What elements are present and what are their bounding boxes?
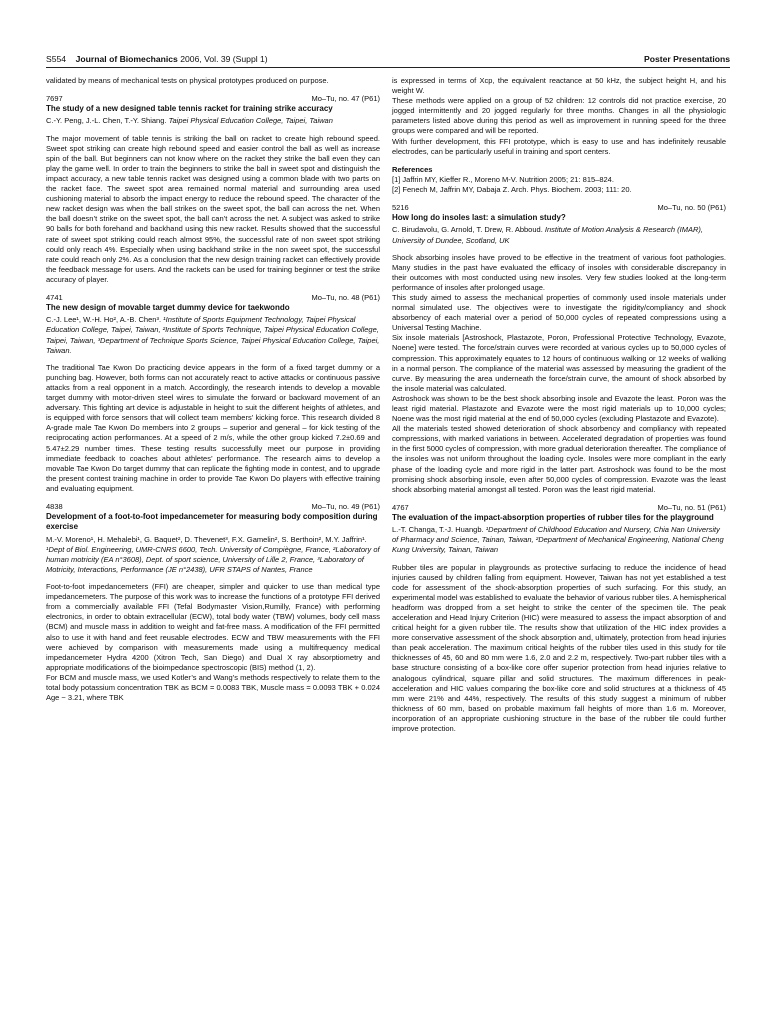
abstract-title: The new design of movable target dummy device for taekwondo (46, 303, 290, 313)
author-affiliation: ¹Dept of Biol. Engineering, UMR-CNRS 6600, Tech. University of Compiègne, France, ²Laboratory of human motricity (EA n°3608), Dept. of sport science, University of Lille 2, France, ³Laboratory of Motricity, Interactions, Performance (JE n°2438), UFR STAPS of Nantes, France (46, 544, 380, 574)
reference-item: [2] Fenech M, Jaffrin MY, Dabaja Z. Arch. Phys. Biochem. 2003; 111: 20. (392, 184, 632, 194)
abstract-body: The major movement of table tennis is striking the ball on racket to create high rebound speed. Sweet spot striking can create high rebound speed and easier control the ball as well as increase spin of the ball. But beginners can not know where on the racket they strike the ball even they can play the game well. In order to train the beginners to strike the ball in sweet spot and distinguish the impact accuracy, a new table tennis racket was designed using a common blade with two parts on the racket face. The sweet spot area remained normal material and surrounding area used cushioning material to absorb the impact energy to reduce the rebound speed. The character of the new racket design was when the ball strikes on the sweet spot, the ball can across the net. When the ball doesn’t strike on the sweet spot, the ball can’t across the net. A subject was asked to strike 90 balls for both forehand and backhand using this new racket. Results showed that the successful rate of sweet spot striking could reach almost 95%, the successful rate of non sweet spot striking could only reach 4%. Especially when using backhand strike in the non sweet spot, the successful rate could reach only 2%. As a conclusion that the new design training racket can effectively provide the feedback message for users. And the rackets can be used for training beginner or test the strike accuracy of player. (46, 133, 380, 284)
author-names: C.-Y. Peng, J.-L. Chen, T.-Y. Shiang. (46, 116, 167, 126)
author-affiliation: Institute of Motion Analysis & Research (IMAR), University of Dundee, Scotland, UK (392, 225, 703, 245)
abstract-7697 (46, 94, 380, 285)
journal-volume: 2006, Vol. 39 (Suppl 1) (180, 54, 268, 64)
abstract-4838 (46, 502, 380, 703)
author-affiliation: ¹Department of Childhood Education and Nursery, Chia Nan University of Pharmacy and Science, Tainan, Taiwan, ²Department of Mechanical Engineering, National Cheng Kung University, Tainan, Taiwan (392, 525, 724, 555)
abstract-number-row (46, 502, 380, 512)
abstract-number-row (46, 94, 380, 104)
abstract-authors (392, 525, 726, 555)
abstract-authors (46, 535, 380, 575)
reference-item: [1] Jaffrin MY, Kieffer R., Moreno M-V. Nutrition 2005; 21: 815–824. (392, 174, 614, 184)
continued-text-2: These methods were applied on a group of 52 children: 12 controls did not practice exercise, 20 jogged intermittently and 20 jogged regularly for three months. Changes in all the physiologic parameters listed above during this period as well as improvement in running speed for the three groups were compared and will be reported. (392, 96, 726, 136)
abstract-session: Mo–Tu, no. 49 (P61) (311, 501, 380, 511)
abstract-paragraph: Six insole materials [Astroshock, Plastazote, Poron, Professional Protective Technology, Evazote, Noene] were tested. The force/strain curves were recorded at various cycles up to 50,000 cycles of compression. This approximately equates to 12 hours of continuous walking or 12 weeks of walking in a normal person. The compliance of the material was assessed by measuring the gradient of the curve. By measuring the area underneath the force/strain curve, the amount of shock absorbed by the insole material was calculated. (392, 333, 726, 393)
author-affiliation: Taipei Physical Education College, Taipei, Taiwan (168, 116, 333, 126)
carryover-text: validated by means of mechanical tests on physical prototypes produced on purpose. (46, 76, 329, 85)
abstract-id: 7697 (46, 94, 63, 104)
abstract-paragraph: Shock absorbing insoles have proved to be effective in the treatment of various foot pathologies. Many studies in the past have evaluated the efficacy of insoles with considerable discrepancy in their outcomes with most conducted using new insoles. Very few studies looked at the long-term performance of insoles after prolonged usage. (392, 252, 726, 292)
right-column (392, 76, 726, 734)
abstract-session: Mo–Tu, no. 51 (P61) (657, 502, 726, 512)
abstract-authors (46, 116, 380, 126)
abstract-id: 4741 (46, 292, 63, 302)
abstract-session: Mo–Tu, no. 47 (P61) (311, 94, 380, 104)
abstract-4741 (46, 293, 380, 494)
abstract-paragraph: This study aimed to assess the mechanical properties of commonly used insole materials under normal simulated use. The objectives were to investigate the rigidity/compliancy and shock absorbency of each material over a period of 50,000 cycles of repeated compressions using a Universal Testing Machine. (392, 292, 726, 333)
abstract-paragraph: Astroshock was shown to be the best shock absorbing insole and Evazote the least. Poron was the least rigid material. Plastazote and Evazote were the most rigid materials up to 10,000 cycles; Noene was the most rigid material at the end of 50,000 cycles (excluding Plastazote and Evazote). (392, 393, 726, 424)
abstract-body-part1: Foot-to-foot impedancemeters (FFI) are cheaper, simpler and quicker to use than medical type impedancemeters. The purpose of this work was to increase the functions of a prototype FFI derived from a commercially available FFI (Tefal Bodymaster Vision,Rumilly, France) with performing electronics, in order to obtain extracellular (ECW), total body water (TBW) volumes, body cell mass (BCM) and muscle mass in addition to weight and fat-free mass. A modification of the FFI permitted also to use it with hand and feet reusable electrodes. ECW and TBW measurements with the FFI were achieved by comparison with measurements made using a multifrequency medical impedancemeter Hydra 4200 (Xitron Tech, San Diego) and Dual X ray absorptiometry and appropriate modifications of the bioimpedance spectroscopic (BIS) method (1, 2). (46, 582, 380, 672)
page-header (46, 54, 730, 68)
abstract-authors (392, 225, 726, 245)
abstract-id: 4767 (392, 502, 409, 512)
references-heading: References (392, 164, 433, 174)
abstract-title: The evaluation of the impact-absorption properties of rubber tiles for the playground (392, 512, 714, 522)
continued-text-3: With further development, this FFI prototype, which is easy to use and has indefinitely reusable electrodes, can be particularly useful in training and sport centers. (392, 136, 726, 156)
author-names: C.-J. Lee¹, W.-H. Ho², A.-B. Chen³. (46, 315, 162, 325)
author-names: L.-T. Changa, T.-J. Huangb. (392, 525, 484, 535)
abstract-number-row (392, 503, 726, 513)
abstract-session: Mo–Tu, no. 48 (P61) (311, 292, 380, 302)
author-names: C. Birudavolu, G. Arnold, T. Drew, R. Abboud. (392, 225, 543, 235)
header-left (46, 54, 268, 64)
abstract-4767 (392, 503, 726, 734)
abstract-authors (46, 315, 380, 355)
abstract-title: How long do insoles last: a simulation study? (392, 213, 566, 223)
abstract-session: Mo–Tu, no. 50 (P61) (657, 203, 726, 213)
abstract-title: The study of a new designed table tennis racket for training strike accuracy (46, 104, 333, 114)
left-column (46, 76, 380, 703)
page-number: S554 (46, 54, 67, 64)
abstract-id: 5216 (392, 203, 409, 213)
abstract-body: Rubber tiles are popular in playgrounds as protective surfacing to reduce the incidence of head injuries caused by children falling from equipment. However, Taiwan has not yet established a test code for assessment of the shock-absorption properties of such surfacing. For this study, an experimental model was established to evaluate the behavior of various rubber tiles. A hemispherical headform was dropped from a set height to strike the center of the specimen tile. The peak acceleration and Head Injury Criterion (HIC) were measured to assess the impact absorption of and critical height for a given rubber tile. The results show that utilization of the HIC index provides a more conservative assessment of the shock absorption and, ultimately, protection from head injuries than peak acceleration. The maximum critical heights of the rubber tiles used in this study for tile thicknesses of 45, 60 and 80 mm were 1.6, 2.0 and 2.2 m, respectively. Two-part rubber tiles with a base structure consisting of a box-like core offer superior protection from head injuries relative to analogous cylindrical, square pillar and solid structures. The maximum differences in peak-acceleration and HIC values comparing the box-like core and solid structures at a thickness of 45 mm were 21% and 44%, respectively. The results of this study suggest a minimum of rubber thickness of 60 mm, based on probable maximum fall heights of more than 1.6 m. Moreover, incorporation of an appropriate cushioning structure in the base of the rubber tile could further improve protection. (392, 562, 726, 734)
journal-name: Journal of Biomechanics (75, 54, 178, 64)
abstract-id: 4838 (46, 501, 63, 511)
continued-text-1: is expressed in terms of Xcp, the equivalent reactance at 50 kHz, the subject height H, and his weight W. (392, 76, 726, 96)
abstract-body-part2: For BCM and muscle mass, we used Kotler’s and Wang’s methods respectively to relate them to the total body potassium concentration TBK as BCM = 0.0083 TBK, Muscle mass = 0.0093 TBK + 0.024 Age − 3.21, where TBK (46, 672, 380, 703)
abstract-title: Development of a foot-to-foot impedancemeter for measuring body composition during exercise (46, 512, 378, 532)
section-title: Poster Presentations (644, 54, 730, 64)
abstract-number-row (46, 293, 380, 303)
abstract-paragraph: All the materials tested showed deterioration of shock absorbency and compliancy with repeated compressions, with marked variations in between. Accelerated degradation of properties was found in the first 5000 cycles of compression, with more gradual deterioration thereafter. The compliance of the insoles was not uniform throughout the loading cycle. Insoles were more compliant in the early phase of the loading cycle and more rigid in the latter part. Astroshock was found to be the most promising shock absorbing insole, even after 50,000 cycles of compression. Evazote was the least shock absorbing material amongst all tested. Poron was the least rigid material. (392, 424, 726, 494)
header-rule (46, 67, 730, 68)
author-names: M.-V. Moreno¹, H. Mehalebi¹, G. Baquet², D. Thevenet³, F.X. Gamelin², S. Berthoin², M.Y. Jaffrin¹. (46, 534, 367, 544)
abstract-body: The traditional Tae Kwon Do practicing device appears in the form of a fixed target dummy or a punching bag. However, both forms can not accurately react to active attacks or continuous passive attacks from a real opponent in a match. Accordingly, the research intends to develop a movable target dummy with motor-driven steel wires to simulate the forward or backward movement of an adversary. This fighting art device is adjustable in height to suit the different heights of athletes, and is equipped with force sensors that will collect team members’ kicking force. This research divided 8 A-grade male Tae Kwon Do members into 2 groups – superior and general – for kick testing of the reciprocating action performances. At a speed of 2 m/s, while the other group kicked 7.2±0.69 and 5.47±2.29 number times. These testing results successfully meet our purpose in providing immediate feedback to coaches about athletes’ performance. The research aims to develop a movable Tae Kwon Do target dummy that can replicate the fighting mode in contest, and to upgrade the present contest training machine in order to provide Tae Kwon Do players with effective training and evaluating equipment. (46, 362, 380, 493)
abstract-5216 (392, 203, 726, 495)
author-affiliation: ¹Institute of Sports Equipment Technology, Taipei Physical Education College, Taipei, Taiwan, ²Institute of Sports Technique, Taipei Physical Education College, Taipei, Taiwan, ³Department of Technique Sports Science, Taipei Physical Education College, Taipei, Taiwan. (46, 315, 380, 355)
abstract-number-row (392, 203, 726, 213)
